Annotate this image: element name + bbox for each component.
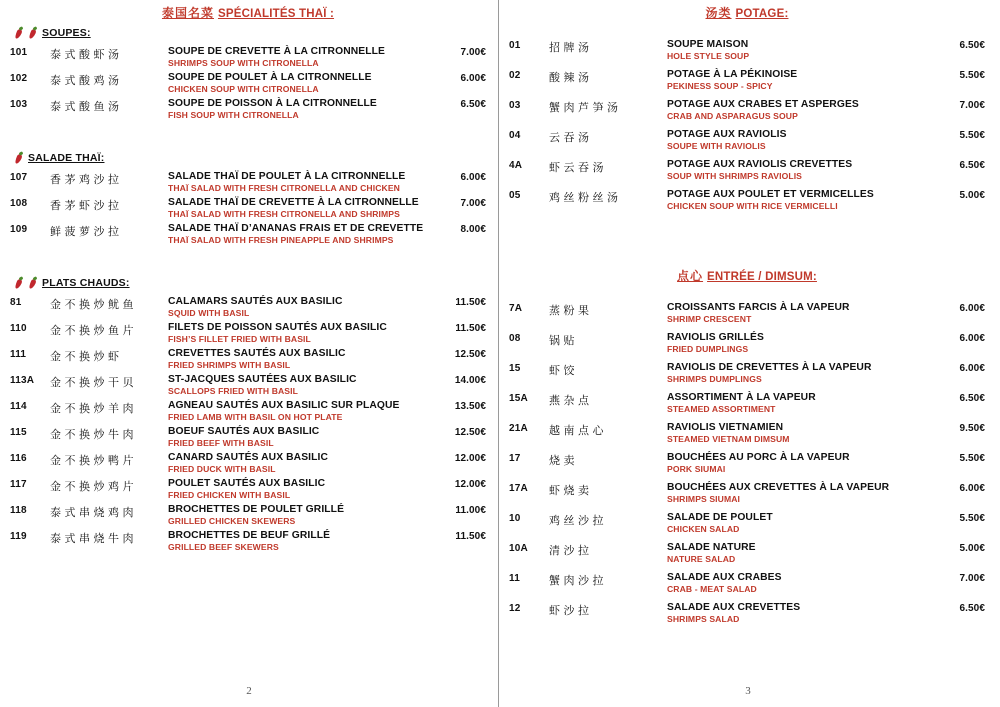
left-page-title (10, 4, 486, 21)
menu-item-code: 10A (509, 543, 528, 554)
menu-item-code: 118 (10, 505, 27, 516)
menu-item-english-name: FISH SOUP WITH CITRONELLA (168, 110, 299, 120)
menu-item-code: 101 (10, 47, 28, 58)
section-spacer (509, 219, 985, 263)
menu-item-code: 117 (10, 479, 27, 490)
menu-item-french-name: SALADE AUX CREVETTES (667, 602, 801, 613)
menu-item-code: 110 (10, 323, 27, 334)
menu-item-code: 102 (10, 73, 28, 84)
menu-item-french-name: BOUCHÉES AUX CREVETTES À LA VAPEUR (667, 482, 890, 493)
menu-item-english-name: THAÏ SALAD WITH FRESH CITRONELLA AND SHRIMPS (168, 209, 400, 219)
menu-item-english-name: SOUP WITH SHRIMPS RAVIOLIS (667, 171, 803, 181)
menu-item-descriptions (667, 302, 933, 325)
menu-item-chinese-name: 招牌汤 (549, 41, 593, 54)
right-page-number: 3 (745, 685, 751, 697)
menu-section (509, 267, 985, 625)
menu-item-price: 5.50€ (959, 70, 985, 81)
menu-group-label: SOUPES: (42, 26, 91, 39)
menu-item-chinese-name: 泰式串烧牛肉 (50, 532, 137, 545)
menu-item-french-name: SOUPE DE POULET À LA CITRONNELLE (168, 72, 372, 83)
menu-item-price: 11.50€ (455, 297, 486, 308)
menu-item-french-name: SALADE THAÏ D’ANANAS FRAIS ET DE CREVETTE (168, 223, 424, 234)
menu-item-descriptions (168, 400, 434, 423)
menu-item-chinese-name: 蟹肉沙拉 (549, 574, 607, 587)
menu-section-title (509, 4, 985, 21)
menu-item-row (509, 159, 985, 182)
menu-item-chinese-name: 酸辣汤 (549, 71, 593, 84)
menu-item-descriptions (168, 46, 434, 69)
menu-item-code: 113A (10, 375, 35, 386)
menu-item-code: 11 (509, 573, 520, 584)
menu-item-price: 7.00€ (460, 198, 486, 209)
menu-item-price: 6.00€ (959, 483, 985, 494)
chili-pod (14, 153, 23, 164)
menu-section-title-latin: POTAGE: (735, 8, 789, 20)
menu-item-english-name: THAÏ SALAD WITH FRESH PINEAPPLE AND SHRIMPS (168, 235, 394, 245)
menu-item-chinese-name: 金不换炒鸡片 (50, 480, 137, 493)
menu-item-list (10, 46, 486, 121)
menu-group (10, 150, 486, 246)
chili-pepper-icon (28, 276, 39, 289)
menu-item-row (509, 302, 985, 325)
menu-item-descriptions (667, 159, 933, 182)
menu-item-chinese-name: 燕杂点 (549, 394, 593, 407)
menu-item-french-name: FILETS DE POISSON SAUTÉS AUX BASILIC (168, 322, 387, 333)
menu-item-row (10, 452, 486, 475)
menu-item-price: 6.00€ (460, 73, 486, 84)
menu-item-price: 7.00€ (460, 47, 486, 58)
menu-item-code: 08 (509, 333, 521, 344)
menu-item-descriptions (168, 72, 434, 95)
menu-item-price: 11.00€ (455, 505, 486, 516)
menu-item-price: 6.50€ (959, 393, 985, 404)
menu-item-row (10, 223, 486, 246)
menu-item-english-name: SHRIMPS SALAD (667, 614, 740, 624)
menu-item-french-name: POTAGE AUX RAVIOLIS CREVETTES (667, 159, 853, 170)
menu-item-english-name: STEAMED VIETNAM DIMSUM (667, 434, 790, 444)
menu-item-row (10, 46, 486, 69)
menu-item-row (509, 482, 985, 505)
menu-item-chinese-name: 蒸粉果 (549, 304, 593, 317)
menu-item-row (509, 362, 985, 385)
menu-group-label: SALADE THAÏ: (28, 151, 105, 164)
menu-item-french-name: SALADE NATURE (667, 542, 756, 553)
menu-item-english-name: CHICKEN SOUP WITH RICE VERMICELLI (667, 201, 838, 211)
menu-item-descriptions (168, 348, 434, 371)
menu-item-code: 05 (509, 190, 521, 201)
menu-item-row (10, 348, 486, 371)
title-spacer (509, 288, 985, 302)
menu-item-descriptions (168, 322, 434, 345)
menu-item-code: 115 (10, 427, 27, 438)
menu-item-row (509, 602, 985, 625)
menu-item-chinese-name: 虾饺 (549, 364, 578, 377)
menu-item-price: 6.50€ (460, 99, 486, 110)
menu-item-descriptions (667, 129, 933, 152)
menu-item-french-name: SOUPE DE CREVETTE À LA CITRONNELLE (168, 46, 385, 57)
chili-pepper-icon (14, 151, 25, 164)
menu-item-descriptions (168, 197, 434, 220)
menu-item-french-name: ASSORTIMENT À LA VAPEUR (667, 392, 816, 403)
menu-section-title (509, 267, 985, 284)
menu-item-french-name: SALADE THAÏ DE POULET À LA CITRONNELLE (168, 171, 406, 182)
menu-item-english-name: FRIED DUMPLINGS (667, 344, 749, 354)
menu-item-row (10, 171, 486, 194)
menu-item-chinese-name: 金不换炒牛肉 (50, 428, 137, 441)
menu-item-price: 5.00€ (959, 190, 985, 201)
menu-item-french-name: BROCHETTES DE POULET GRILLÉ (168, 504, 345, 515)
menu-item-price: 12.00€ (454, 453, 486, 464)
menu-item-chinese-name: 清沙拉 (549, 544, 593, 557)
group-spacer (10, 124, 486, 150)
menu-item-price: 9.50€ (959, 423, 985, 434)
menu-item-code: 111 (10, 349, 27, 360)
menu-item-descriptions (667, 332, 933, 355)
menu-item-code: 04 (509, 130, 521, 141)
group-spacer (10, 249, 486, 275)
menu-item-price: 12.50€ (454, 349, 486, 360)
menu-item-descriptions (168, 171, 434, 194)
menu-item-english-name: PORK SIUMAI (667, 464, 726, 474)
menu-item-french-name: BOUCHÉES AU PORC À LA VAPEUR (667, 452, 850, 463)
menu-item-descriptions (667, 512, 933, 535)
menu-item-descriptions (667, 602, 933, 625)
menu-item-code: 109 (10, 224, 28, 235)
menu-item-descriptions (667, 572, 933, 595)
menu-item-row (10, 322, 486, 345)
chili-pepper-icon (14, 26, 25, 39)
menu-item-french-name: SALADE DE POULET (667, 512, 773, 523)
menu-item-list (509, 302, 985, 625)
menu-item-chinese-name: 香茅鸡沙拉 (50, 173, 123, 186)
menu-item-english-name: HOLE STYLE SOUP (667, 51, 750, 61)
menu-item-row (509, 69, 985, 92)
chili-pepper-icon (14, 276, 25, 289)
menu-item-chinese-name: 鸡丝沙拉 (549, 514, 607, 527)
left-page-title-latin: SPÉCIALITÉS THAÏ : (217, 8, 335, 20)
menu-item-english-name: FRIED BEEF WITH BASIL (168, 438, 274, 448)
menu-item-french-name: CREVETTES SAUTÉS AUX BASILIC (168, 348, 346, 359)
menu-item-english-name: FRIED SHRIMPS WITH BASIL (168, 360, 291, 370)
menu-item-english-name: GRILLED BEEF SKEWERS (168, 542, 279, 552)
menu-item-descriptions (667, 39, 933, 62)
menu-item-chinese-name: 金不换炒鸭片 (50, 454, 137, 467)
menu-item-price: 6.50€ (959, 160, 985, 171)
menu-item-code: 107 (10, 172, 28, 183)
menu-group-header (14, 150, 486, 165)
menu-item-row (10, 296, 486, 319)
menu-item-row (10, 72, 486, 95)
menu-item-chinese-name: 锅贴 (549, 334, 578, 347)
chili-pod (28, 278, 37, 289)
menu-item-row (509, 392, 985, 415)
menu-item-english-name: FRIED DUCK WITH BASIL (168, 464, 276, 474)
menu-item-code: 103 (10, 99, 28, 110)
menu-item-code: 108 (10, 198, 28, 209)
menu-item-chinese-name: 香茅虾沙拉 (50, 199, 123, 212)
menu-item-row (10, 374, 486, 397)
menu-item-english-name: SHRIMP CRESCENT (667, 314, 752, 324)
menu-item-descriptions (168, 478, 434, 501)
chili-stem (33, 276, 38, 281)
menu-item-list (10, 296, 486, 553)
menu-item-chinese-name: 越南点心 (549, 424, 607, 437)
menu-item-row (509, 572, 985, 595)
menu-item-chinese-name: 金不换炒羊肉 (50, 402, 137, 415)
menu-item-descriptions (168, 530, 434, 553)
menu-item-descriptions (667, 189, 933, 212)
menu-item-chinese-name: 虾沙拉 (549, 604, 593, 617)
menu-item-english-name: CHICKEN SALAD (667, 524, 740, 534)
menu-item-descriptions (667, 362, 933, 385)
menu-item-price: 6.00€ (959, 303, 985, 314)
menu-item-english-name: PEKINESS SOUP - SPICY (667, 81, 773, 91)
menu-item-row (10, 197, 486, 220)
menu-item-chinese-name: 鸡丝粉丝汤 (549, 191, 622, 204)
menu-item-french-name: SALADE THAÏ DE CREVETTE À LA CITRONNELLE (168, 197, 419, 208)
menu-item-descriptions (667, 422, 933, 445)
menu-item-english-name: CHICKEN SOUP WITH CITRONELLA (168, 84, 319, 94)
left-page-number: 2 (246, 685, 252, 697)
chili-pod (28, 28, 37, 39)
menu-item-price: 7.00€ (959, 573, 985, 584)
menu-item-descriptions (168, 504, 434, 527)
menu-item-code: 21A (509, 423, 528, 434)
menu-item-price: 5.50€ (959, 130, 985, 141)
menu-item-english-name: FISH’S FILLET FRIED WITH BASIL (168, 334, 311, 344)
menu-item-chinese-name: 泰式酸虾汤 (50, 48, 123, 61)
menu-item-code: 7A (509, 303, 523, 314)
menu-item-code: 15A (509, 393, 528, 404)
menu-item-french-name: RAVIOLIS GRILLÉS (667, 332, 764, 343)
chili-stem (19, 26, 24, 31)
menu-item-french-name: AGNEAU SAUTÉS AUX BASILIC SUR PLAQUE (168, 400, 400, 411)
menu-item-chinese-name: 烧卖 (549, 454, 578, 467)
menu-item-french-name: RAVIOLIS VIETNAMIEN (667, 422, 784, 433)
menu-item-chinese-name: 虾云吞汤 (549, 161, 607, 174)
menu-section-title-latin: ENTRÉE / DIMSUM: (707, 271, 817, 283)
menu-item-code: 03 (509, 100, 521, 111)
menu-item-french-name: POTAGE AUX CRABES ET ASPERGES (667, 99, 859, 110)
menu-item-french-name: POULET SAUTÉS AUX BASILIC (168, 478, 326, 489)
left-menu-page (0, 0, 498, 707)
menu-item-french-name: SOUPE MAISON (667, 39, 749, 50)
menu-item-row (509, 189, 985, 212)
menu-item-code: 114 (10, 401, 27, 412)
menu-item-chinese-name: 泰式酸鸡汤 (50, 74, 123, 87)
menu-item-french-name: BOEUF SAUTÉS AUX BASILIC (168, 426, 320, 437)
menu-item-code: 81 (10, 297, 22, 308)
menu-item-chinese-name: 泰式串烧鸡肉 (50, 506, 137, 519)
right-section-list (509, 4, 985, 625)
menu-item-price: 5.00€ (959, 543, 985, 554)
chili-pod (14, 28, 23, 39)
menu-item-french-name: CROISSANTS FARCIS À LA VAPEUR (667, 302, 850, 313)
menu-item-list (10, 171, 486, 246)
menu-item-price: 11.50€ (455, 531, 486, 542)
menu-item-chinese-name: 蟹肉芦笋汤 (549, 101, 622, 114)
menu-item-row (10, 98, 486, 121)
menu-group (10, 25, 486, 121)
chili-stem (33, 26, 38, 31)
menu-item-row (10, 400, 486, 423)
menu-item-row (509, 512, 985, 535)
menu-item-code: 4A (509, 160, 523, 171)
menu-section (509, 4, 985, 212)
menu-item-code: 10 (509, 513, 521, 524)
menu-item-english-name: THAÏ SALAD WITH FRESH CITRONELLA AND CHICKEN (168, 183, 400, 193)
menu-item-row (10, 530, 486, 553)
menu-item-price: 5.50€ (959, 453, 985, 464)
menu-item-price: 6.00€ (959, 363, 985, 374)
menu-item-row (509, 332, 985, 355)
menu-item-english-name: SHRIMPS SIUMAI (667, 494, 741, 504)
menu-item-french-name: SOUPE DE POISSON À LA CITRONNELLE (168, 98, 377, 109)
menu-item-chinese-name: 鲜菠萝沙拉 (50, 225, 123, 238)
menu-item-price: 6.00€ (460, 172, 486, 183)
menu-item-row (509, 129, 985, 152)
title-spacer (509, 25, 985, 39)
menu-item-code: 15 (509, 363, 521, 374)
menu-item-code: 119 (10, 531, 27, 542)
left-page-title-han: 泰国名菜 (161, 6, 214, 20)
menu-item-descriptions (168, 223, 434, 246)
menu-item-price: 12.00€ (454, 479, 486, 490)
menu-item-french-name: POTAGE AUX POULET ET VERMICELLES (667, 189, 874, 200)
menu-item-descriptions (667, 542, 933, 565)
menu-item-code: 116 (10, 453, 27, 464)
menu-item-code: 02 (509, 70, 521, 81)
menu-item-descriptions (667, 452, 933, 475)
menu-item-code: 12 (509, 603, 521, 614)
menu-item-row (509, 99, 985, 122)
menu-item-price: 12.50€ (454, 427, 486, 438)
menu-item-english-name: STEAMED ASSORTIMENT (667, 404, 776, 414)
menu-item-row (10, 426, 486, 449)
menu-item-chinese-name: 泰式酸鱼汤 (50, 100, 123, 113)
menu-item-price: 11.50€ (455, 323, 486, 334)
menu-item-chinese-name: 虾烧卖 (549, 484, 593, 497)
menu-item-price: 8.00€ (460, 224, 486, 235)
menu-item-descriptions (168, 452, 434, 475)
menu-item-price: 14.00€ (454, 375, 486, 386)
menu-item-descriptions (168, 374, 434, 397)
chili-stem (19, 276, 24, 281)
menu-item-descriptions (168, 98, 434, 121)
menu-group-label: PLATS CHAUDS: (42, 276, 130, 289)
menu-item-french-name: CANARD SAUTÉS AUX BASILIC (168, 452, 329, 463)
menu-item-english-name: SCALLOPS FRIED WITH BASIL (168, 386, 298, 396)
menu-group (10, 275, 486, 553)
menu-item-descriptions (667, 392, 933, 415)
menu-item-code: 01 (509, 40, 521, 51)
chili-stem (19, 151, 24, 156)
menu-item-english-name: SHRIMPS DUMPLINGS (667, 374, 762, 384)
menu-group-header (14, 25, 486, 40)
menu-item-descriptions (667, 482, 933, 505)
menu-item-english-name: CRAB - MEAT SALAD (667, 584, 757, 594)
menu-item-chinese-name: 金不换炒鱿鱼 (50, 298, 137, 311)
menu-item-price: 6.00€ (959, 333, 985, 344)
menu-item-english-name: FRIED LAMB WITH BASIL ON HOT PLATE (168, 412, 343, 422)
menu-item-english-name: GRILLED CHICKEN SKEWERS (168, 516, 296, 526)
menu-item-list (509, 39, 985, 212)
menu-item-french-name: CALAMARS SAUTÉS AUX BASILIC (168, 296, 343, 307)
menu-item-english-name: SQUID WITH BASIL (168, 308, 250, 318)
menu-item-descriptions (168, 296, 434, 319)
menu-item-descriptions (667, 99, 933, 122)
menu-item-french-name: BROCHETTES DE BEUF GRILLÉ (168, 530, 331, 541)
menu-item-row (509, 422, 985, 445)
menu-item-english-name: NATURE SALAD (667, 554, 736, 564)
menu-item-chinese-name: 金不换炒干贝 (50, 376, 137, 389)
menu-item-price: 5.50€ (959, 513, 985, 524)
menu-item-row (509, 452, 985, 475)
menu-item-chinese-name: 云吞汤 (549, 131, 593, 144)
menu-item-french-name: POTAGE AUX RAVIOLIS (667, 129, 787, 140)
menu-item-french-name: SALADE AUX CRABES (667, 572, 782, 583)
menu-item-row (509, 39, 985, 62)
menu-group-header (14, 275, 486, 290)
menu-item-code: 17 (509, 453, 521, 464)
chili-pepper-icon (28, 26, 39, 39)
menu-item-chinese-name: 金不换炒鱼片 (50, 324, 137, 337)
menu-item-price: 7.00€ (959, 100, 985, 111)
menu-item-row (10, 478, 486, 501)
menu-item-english-name: SOUPE WITH RAVIOLIS (667, 141, 766, 151)
menu-item-french-name: RAVIOLIS DE CREVETTES À LA VAPEUR (667, 362, 872, 373)
menu-item-row (10, 504, 486, 527)
menu-item-descriptions (667, 69, 933, 92)
menu-item-english-name: FRIED CHICKEN WITH BASIL (168, 490, 291, 500)
menu-item-french-name: POTAGE À LA PÉKINOISE (667, 69, 798, 80)
menu-item-price: 6.50€ (959, 603, 985, 614)
chili-pod (14, 278, 23, 289)
menu-item-english-name: SHRIMPS SOUP WITH CITRONELLA (168, 58, 319, 68)
right-menu-page (499, 0, 997, 707)
menu-item-descriptions (168, 426, 434, 449)
menu-item-price: 6.50€ (959, 40, 985, 51)
menu-item-chinese-name: 金不换炒虾 (50, 350, 123, 363)
menu-item-code: 17A (509, 483, 528, 494)
menu-item-price: 13.50€ (454, 401, 486, 412)
menu-item-english-name: CRAB AND ASPARAGUS SOUP (667, 111, 798, 121)
menu-section-title-han: 点心 (677, 269, 704, 283)
menu-section-title-han: 汤类 (705, 6, 732, 20)
left-group-list (10, 25, 486, 553)
menu-item-row (509, 542, 985, 565)
menu-item-french-name: ST-JACQUES SAUTÉES AUX BASILIC (168, 374, 357, 385)
